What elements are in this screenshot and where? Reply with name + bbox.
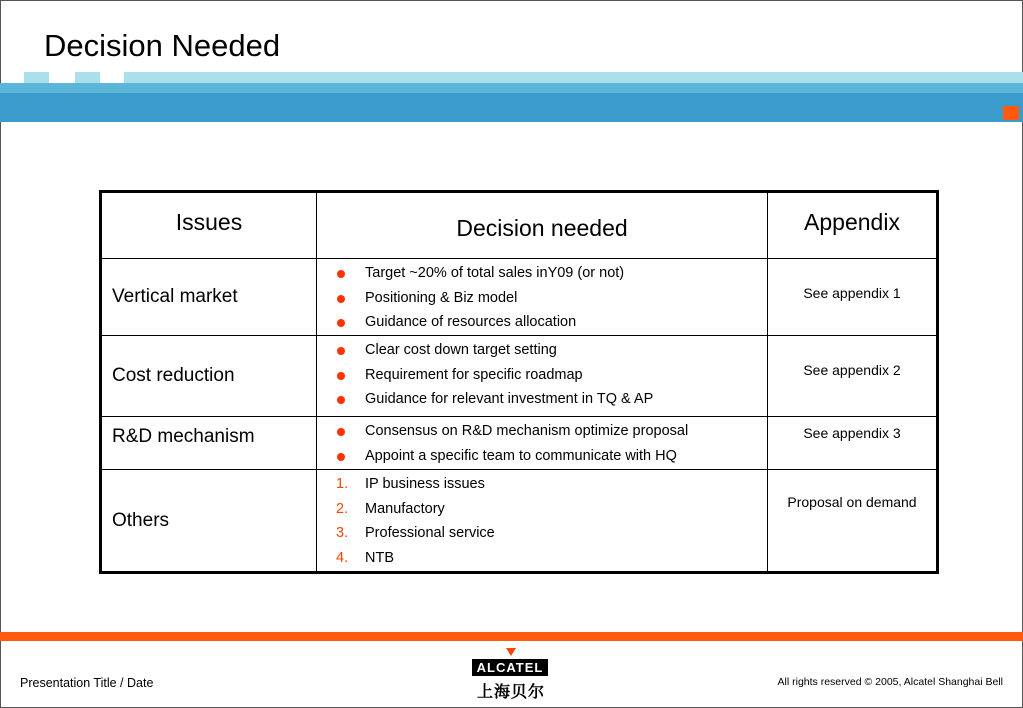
decision-text: Consensus on R&D mechanism optimize proposal bbox=[365, 423, 689, 439]
list-item bbox=[317, 387, 767, 412]
bullet-icon bbox=[337, 295, 345, 303]
alcatel-logo bbox=[472, 648, 550, 700]
decision-text: Professional service bbox=[365, 525, 495, 541]
decision-text: NTB bbox=[365, 549, 394, 566]
list-number: 2. bbox=[336, 500, 349, 517]
table-header-row bbox=[101, 192, 938, 259]
bullet-icon bbox=[337, 372, 345, 380]
issue-cell: Cost reduction bbox=[101, 336, 317, 417]
decision-text: Target ~20% of total sales inY09 (or not) bbox=[365, 265, 625, 281]
decision-text: Manufactory bbox=[365, 500, 445, 517]
list-item bbox=[317, 363, 767, 388]
bullet-icon bbox=[337, 396, 345, 404]
decision-cell bbox=[317, 259, 768, 336]
footer-copyright: All rights reserved © 2005, Alcatel Shanghai Bell bbox=[777, 676, 1003, 688]
bullet-icon bbox=[337, 270, 345, 278]
footer-accent-bar bbox=[0, 632, 1023, 641]
banner-dark-stripe bbox=[0, 93, 1023, 122]
decision-cell bbox=[317, 336, 768, 417]
header-decision-needed: Decision needed bbox=[317, 192, 768, 259]
decision-cell bbox=[317, 417, 768, 470]
decision-text: IP business issues bbox=[365, 476, 485, 492]
list-item bbox=[317, 286, 767, 311]
appendix-cell: See appendix 3 bbox=[768, 417, 938, 470]
list-item bbox=[317, 546, 767, 571]
decision-cell bbox=[317, 470, 768, 573]
table-row bbox=[101, 259, 938, 336]
logo-wordmark: ALCATEL bbox=[472, 659, 548, 676]
list-item bbox=[317, 521, 767, 546]
issue-cell: Vertical market bbox=[101, 259, 317, 336]
decision-text: Guidance of resources allocation bbox=[365, 314, 577, 330]
appendix-cell: See appendix 1 bbox=[768, 259, 938, 336]
table-row bbox=[101, 417, 938, 470]
bullet-icon bbox=[337, 347, 345, 355]
footer-presentation-title: Presentation Title / Date bbox=[20, 676, 154, 690]
banner-mid-stripe bbox=[0, 83, 1023, 93]
list-item bbox=[317, 338, 767, 363]
bullet-icon bbox=[337, 428, 345, 436]
appendix-cell: Proposal on demand bbox=[768, 470, 938, 573]
table-row bbox=[101, 470, 938, 573]
list-item bbox=[317, 310, 767, 335]
header-issues: Issues bbox=[101, 192, 317, 259]
list-item bbox=[317, 261, 767, 286]
logo-triangle-icon bbox=[506, 648, 516, 656]
bullet-icon bbox=[337, 319, 345, 327]
page-title: Decision Needed bbox=[44, 28, 281, 63]
appendix-cell: See appendix 2 bbox=[768, 336, 938, 417]
decision-text: Clear cost down target setting bbox=[365, 342, 557, 358]
bullet-icon bbox=[337, 453, 345, 461]
list-number: 3. bbox=[336, 525, 349, 541]
header-appendix: Appendix bbox=[768, 192, 938, 259]
issue-cell: R&D mechanism bbox=[101, 417, 317, 470]
decision-text: Positioning & Biz model bbox=[365, 289, 518, 306]
issue-cell: Others bbox=[101, 470, 317, 573]
decision-text: Requirement for specific roadmap bbox=[365, 366, 583, 383]
banner-light-stripe bbox=[124, 72, 1023, 83]
list-item bbox=[317, 419, 767, 444]
table-row bbox=[101, 336, 938, 417]
decision-table bbox=[99, 190, 939, 574]
decision-text: Guidance for relevant investment in TQ & AP bbox=[365, 391, 654, 407]
logo-chinese-name: 上海贝尔 bbox=[476, 682, 545, 701]
list-item bbox=[317, 497, 767, 522]
list-number: 4. bbox=[336, 549, 349, 566]
decision-text: Appoint a specific team to communicate with HQ bbox=[365, 447, 677, 464]
list-item bbox=[317, 472, 767, 497]
list-number: 1. bbox=[336, 476, 349, 492]
banner-orange-square bbox=[1003, 106, 1019, 120]
list-item bbox=[317, 444, 767, 469]
